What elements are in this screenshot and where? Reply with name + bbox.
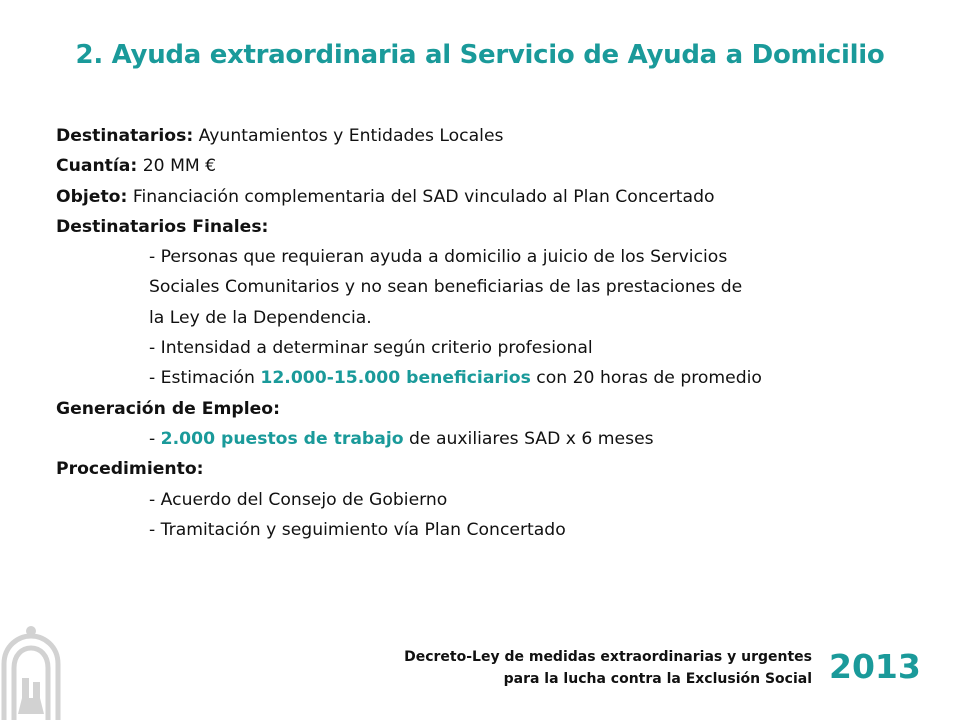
procedimiento-item: - Tramitación y seguimiento vía Plan Concertado [149, 519, 566, 540]
footer-line-2: para la lucha contra la Exclusión Social [503, 671, 812, 687]
empleo-label: Generación de Empleo: [56, 398, 280, 419]
empleo-line [56, 424, 936, 454]
procedimiento-label: Procedimiento: [56, 459, 204, 480]
procedimiento-item: - Acuerdo del Consejo de Gobierno [149, 489, 448, 510]
finales-item: la Ley de la Dependencia. [149, 307, 372, 328]
finales-item: Sociales Comunitarios y no sean beneficiarias de las prestaciones de [149, 277, 743, 298]
junta-andalucia-logo-icon [0, 622, 62, 720]
cuantia-value: 20 MM € [137, 156, 217, 177]
slide-content [56, 121, 936, 545]
estimacion-suffix: con 20 horas de promedio [530, 368, 762, 389]
estimacion-highlight: 12.000-15.000 beneficiarios [260, 368, 531, 389]
empleo-prefix: - [149, 428, 161, 449]
finales-item: - Personas que requieran ayuda a domicilio a juicio de los Servicios [149, 247, 728, 268]
finales-item: - Intensidad a determinar según criterio profesional [149, 338, 593, 359]
cuantia-line [56, 151, 936, 181]
destinatarios-line [56, 121, 936, 151]
estimacion-line [56, 363, 936, 393]
empleo-highlight: 2.000 puestos de trabajo [160, 428, 404, 449]
estimacion-prefix: - Estimación [149, 368, 261, 389]
footer-decree [404, 646, 812, 690]
slide-title: 2. Ayuda extraordinaria al Servicio de Ayuda a Domicilio [75, 40, 885, 70]
objeto-label: Objeto: [56, 186, 128, 207]
cuantia-label: Cuantía: [56, 156, 138, 177]
objeto-line [56, 182, 936, 212]
footer-line-1: Decreto-Ley de medidas extraordinarias y urgentes [404, 649, 812, 665]
destinatarios-label: Destinatarios: [56, 126, 194, 146]
destinatarios-value: Ayuntamientos y Entidades Locales [193, 126, 504, 146]
footer-year: 2013 [829, 647, 921, 686]
destinatarios-finales-label: Destinatarios Finales: [56, 216, 269, 237]
empleo-suffix: de auxiliares SAD x 6 meses [403, 428, 654, 449]
objeto-value: Financiación complementaria del SAD vinculado al Plan Concertado [127, 186, 715, 207]
